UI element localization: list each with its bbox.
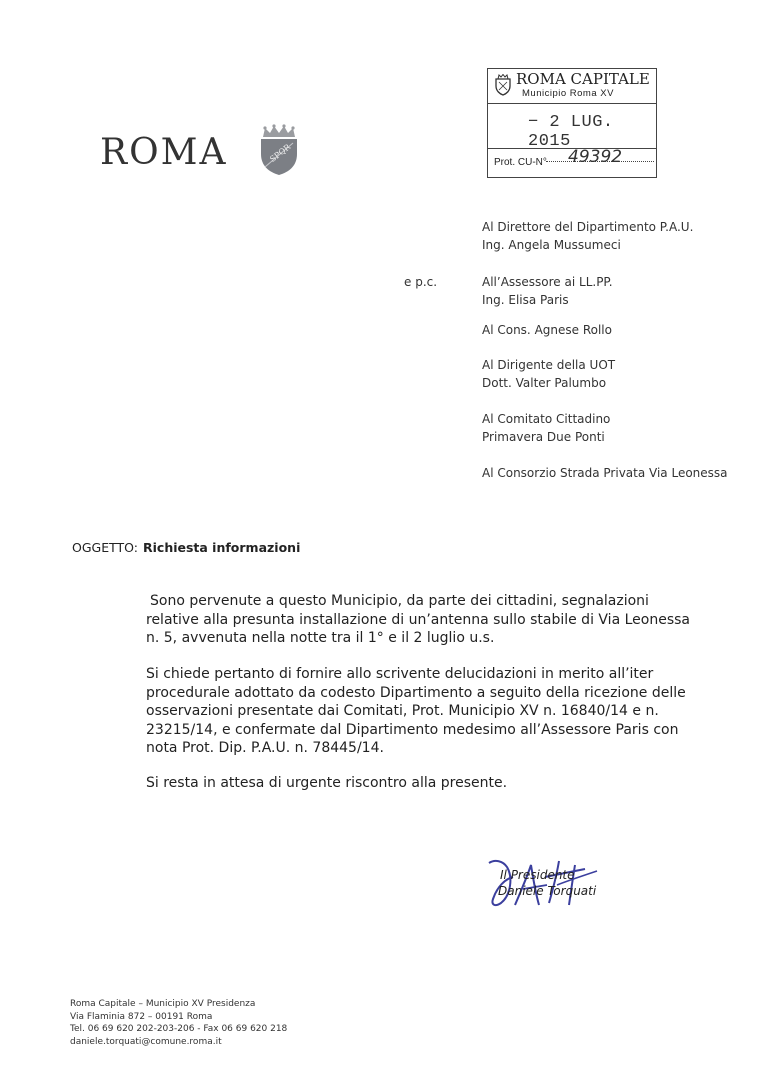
stamp-header — [488, 69, 656, 104]
shield-emblem-icon — [495, 74, 511, 96]
subject-label: OGGETTO: — [72, 540, 138, 555]
recipient-line: All’Assessore ai LL.PP. — [482, 275, 613, 289]
recipient-block-assessore — [482, 273, 613, 309]
body-paragraph: Si resta in attesa di urgente riscontro alla presente. — [146, 775, 508, 791]
footer-line: Tel. 06 69 620 202-203-206 - Fax 06 69 620 218 — [70, 1024, 288, 1034]
recipient-line: Al Cons. Agnese Rollo — [482, 323, 612, 337]
stamp-protocol-label: Prot. CU-N° — [494, 157, 547, 168]
body-paragraph: Si chiede pertanto di fornire allo scrivente delucidazioni in merito all’iter procedurale adottato da codesto Dipartimento a seguito della ricezione delle osservazioni presentate dai Comitati, Prot. Municipio XV n. 16840/14 e n. 23215/14, e confermate dal Dipartimento medesimo all’Assessore Paris con nota Prot. Dip. P.A.U. n. 78445/14. — [146, 666, 686, 756]
recipient-line: Al Direttore del Dipartimento P.A.U. — [482, 220, 694, 234]
roma-logo-text: ROMA — [100, 132, 228, 173]
body-paragraph: Sono pervenute a questo Municipio, da parte dei cittadini, segnalazioni relative alla presunta installazione di un’antenna sullo stabile di Via Leonessa n. 5, avvenuta nella notte tra il 1° e il 2 luglio u.s. — [146, 593, 690, 646]
footer-address-block — [70, 998, 287, 1048]
protocol-stamp — [487, 68, 657, 178]
stamp-protocol-number: 49392 — [568, 147, 623, 167]
signature-title: Il Presidente — [500, 868, 575, 882]
recipient-line: Ing. Angela Mussumeci — [482, 238, 621, 252]
recipient-line: Al Consorzio Strada Privata Via Leonessa — [482, 466, 728, 480]
cc-label: e p.c. — [404, 275, 438, 289]
recipient-block-consigliere — [482, 321, 612, 339]
recipient-line: Al Comitato Cittadino — [482, 412, 611, 426]
subject-text: Richiesta informazioni — [143, 540, 301, 555]
footer-email: daniele.torquati@comune.roma.it — [70, 1036, 222, 1047]
recipient-block-comitato — [482, 410, 610, 446]
footer-line: Roma Capitale – Municipio XV Presidenza — [70, 999, 256, 1009]
recipient-line: Primavera Due Ponti — [482, 430, 605, 444]
recipient-block-consorzio — [482, 464, 728, 482]
recipient-line: Ing. Elisa Paris — [482, 293, 569, 307]
spqr-crest-icon — [255, 124, 303, 176]
signature-name: Daniele Torquati — [498, 884, 597, 898]
stamp-protocol-row — [488, 148, 656, 177]
stamp-title: ROMA CAPITALE — [516, 70, 650, 88]
stamp-date: − 2 LUG. 2015 — [528, 113, 614, 151]
crest-spqr-text: SPQR — [268, 142, 293, 164]
recipient-line: Al Dirigente della UOT — [482, 358, 616, 372]
stamp-subtitle: Municipio Roma XV — [522, 88, 614, 99]
footer-line: Via Flaminia 872 – 00191 Roma — [70, 1011, 213, 1022]
recipient-block-dirigente — [482, 356, 615, 392]
recipient-line: Dott. Valter Palumbo — [482, 376, 607, 390]
recipient-block-direttore — [482, 218, 693, 254]
